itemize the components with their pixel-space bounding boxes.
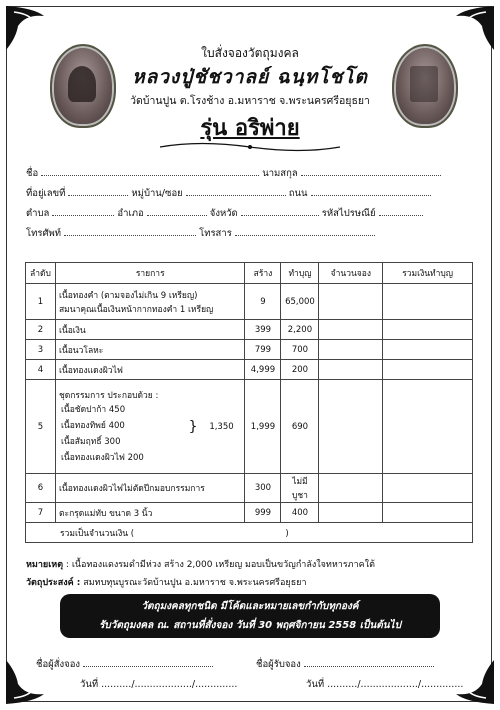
fax-label: โทรสาร xyxy=(199,228,232,239)
row-item: เนื้อทองแดงผิวไฟ xyxy=(55,360,245,380)
package-item xyxy=(61,450,189,466)
row-total-input[interactable] xyxy=(383,320,473,340)
col-header-made: สร้าง xyxy=(245,263,281,284)
orderer-row xyxy=(36,657,213,672)
monk-name: หลวงปู่ชัชวาลย์ ฉนฺทโชโต xyxy=(132,66,368,88)
banner-line2: รับวัตถุมงคล ณ. สถานที่สั่งจอง วันที่ 30 พฤศจิกายน 2558 เป็นต้นไป xyxy=(99,620,401,631)
row-no: 3 xyxy=(26,340,56,360)
col-header-qty: จำนวนจอง xyxy=(319,263,383,284)
name-label: ชื่อ xyxy=(26,168,39,179)
phone-label: โทรศัพท์ xyxy=(26,228,62,239)
package-bracket: } xyxy=(188,418,198,435)
row-item-line1: เนื้อทองคำ (ตามจองไม่เกิน 9 เหรียญ) xyxy=(58,290,198,301)
row-qty-input[interactable] xyxy=(319,284,383,320)
row-price: ไม่มีบูชา xyxy=(281,474,319,503)
receiver-date-input[interactable]: ........../.................../.............. xyxy=(327,679,464,690)
row-total-input[interactable] xyxy=(383,340,473,360)
banner-line1: วัตถุมงคลทุกชนิด มีโค้ดและหมายเลขกำกับทุกองค์ xyxy=(141,601,359,612)
receiver-input[interactable] xyxy=(304,657,434,667)
orderer-date-input[interactable]: ........../.................../.............. xyxy=(101,679,238,690)
row-made: 1,999 xyxy=(245,380,281,474)
row-item: ตะกรุดแม่ทับ ขนาด 3 นิ้ว xyxy=(55,503,245,523)
title-flourish xyxy=(150,140,350,154)
purpose-line xyxy=(26,575,307,589)
orderer-date-row xyxy=(80,677,237,692)
name-field-row xyxy=(26,166,441,181)
row-qty-input[interactable] xyxy=(319,503,383,523)
road-label: ถนน xyxy=(288,188,308,199)
order-table xyxy=(25,262,473,543)
receiver-date-row xyxy=(306,677,463,692)
surname-label: นามสกุล xyxy=(262,168,298,179)
row-price: 65,000 xyxy=(281,284,319,320)
phone-field-row xyxy=(26,226,375,241)
total-cell xyxy=(26,523,473,543)
package-item-name: เนื้อทองทิพย์ xyxy=(60,420,106,431)
row-made: 799 xyxy=(245,340,281,360)
row-no: 4 xyxy=(26,360,56,380)
row-no: 1 xyxy=(26,284,56,320)
package-item-name: เนื้อชัดปาก้า xyxy=(60,404,107,415)
total-label: รวมเป็นจำนวนเงิน xyxy=(60,528,129,539)
row-no: 6 xyxy=(26,474,56,503)
postcode-input[interactable] xyxy=(379,206,423,216)
form-title: ใบสั่งจองวัตถุมงคล xyxy=(201,46,299,60)
table-row xyxy=(26,380,473,474)
subdistrict-input[interactable] xyxy=(52,206,114,216)
address-field-row xyxy=(26,186,431,201)
row-price: 400 xyxy=(281,503,319,523)
row-total-input[interactable] xyxy=(383,284,473,320)
row-qty-input[interactable] xyxy=(319,340,383,360)
purpose-text: สมทบทุนบูรณะวัดบ้านปูน อ.มหาราช จ.พระนครศรีอยุธยา xyxy=(83,578,307,588)
name-input[interactable] xyxy=(41,166,259,176)
package-item xyxy=(61,402,189,418)
package-item-value: 300 xyxy=(104,436,121,447)
row-item: เนื้อนวโลหะ xyxy=(55,340,245,360)
row-price: 2,200 xyxy=(281,320,319,340)
row-price: 200 xyxy=(281,360,319,380)
row-no: 5 xyxy=(26,380,56,474)
row-made: 999 xyxy=(245,503,281,523)
province-label: จังหวัด xyxy=(209,208,238,219)
orderer-input[interactable] xyxy=(83,657,213,667)
remark-text: : เนื้อทองแดงรมดำมีห่วง สร้าง 2,000 เหรียญ มอบเป็นขวัญกำลังใจทหารภาคใต้ xyxy=(65,560,375,570)
row-no: 2 xyxy=(26,320,56,340)
receiver-label: ชื่อผู้รับจอง xyxy=(256,659,301,670)
row-total-input[interactable] xyxy=(383,360,473,380)
temple-address: วัดบ้านปูน ต.โรงช้าง อ.มหาราช จ.พระนครศรีอยุธยา xyxy=(130,95,370,107)
row-price: 700 xyxy=(281,340,319,360)
road-input[interactable] xyxy=(311,186,431,196)
orderer-date-label: วันที่ xyxy=(80,679,99,690)
package-item xyxy=(61,434,189,450)
col-header-item: รายการ xyxy=(55,263,245,284)
row-item: เนื้อเงิน xyxy=(55,320,245,340)
receiver-date-label: วันที่ xyxy=(306,679,325,690)
col-header-no: ลำดับ xyxy=(26,263,56,284)
col-header-price: ทำบุญ xyxy=(281,263,319,284)
table-row xyxy=(26,320,473,340)
package-item-value: 450 xyxy=(108,404,126,415)
purpose-label: วัตถุประสงค์ : xyxy=(26,578,81,588)
table-row xyxy=(26,284,473,320)
receiver-row xyxy=(256,657,434,672)
table-header-row xyxy=(26,263,473,284)
table-total-row xyxy=(26,523,473,543)
package-item-name: เนื้อทองแดงผิวไฟ xyxy=(60,452,125,463)
col-header-total: รวมเงินทำบุญ xyxy=(383,263,473,284)
row-price: 690 xyxy=(281,380,319,474)
table-row xyxy=(26,340,473,360)
address-no-label: ที่อยู่เลขที่ xyxy=(26,188,66,199)
row-item-line2: สมนาคุณเนื้อเงินหน้ากากทองคำ 1 เหรียญ xyxy=(58,304,214,315)
package-price: 1,350 xyxy=(209,421,234,432)
row-made: 4,999 xyxy=(245,360,281,380)
row-total-input[interactable] xyxy=(383,380,473,474)
subdistrict-label: ตำบล xyxy=(26,208,50,219)
row-item xyxy=(55,284,245,320)
row-made: 300 xyxy=(245,474,281,503)
fax-input[interactable] xyxy=(235,226,375,236)
district-label: อำเภอ xyxy=(117,208,144,219)
package-item-value: 200 xyxy=(127,452,144,463)
row-item: เนื้อทองแดงผิวไฟไม่ตัดปีกมอบกรรมการ xyxy=(55,474,245,503)
table-row xyxy=(26,474,473,503)
surname-input[interactable] xyxy=(301,166,441,176)
row-total-input[interactable] xyxy=(383,503,473,523)
remark-label: หมายเหตุ xyxy=(26,560,64,570)
district-field-row xyxy=(26,206,423,221)
table-row xyxy=(26,503,473,523)
row-item xyxy=(55,380,245,474)
row-qty-input[interactable] xyxy=(319,320,383,340)
total-amount-input[interactable]: ( ) xyxy=(130,528,289,539)
row-made: 399 xyxy=(245,320,281,340)
postcode-label: รหัสไปรษณีย์ xyxy=(321,208,376,219)
package-item-name: เนื้อสัมฤทธิ์ xyxy=(60,436,102,447)
remark-line xyxy=(26,557,375,571)
province-input[interactable] xyxy=(241,206,319,216)
district-input[interactable] xyxy=(147,206,207,216)
row-qty-input[interactable] xyxy=(319,360,383,380)
pickup-banner xyxy=(60,594,440,638)
row-no: 7 xyxy=(26,503,56,523)
moo-label: หมู่บ้าน/ซอย xyxy=(131,188,183,199)
phone-input[interactable] xyxy=(64,226,196,236)
package-item xyxy=(61,418,189,434)
row-made: 9 xyxy=(245,284,281,320)
package-item-value: 400 xyxy=(108,420,125,431)
package-title: ชุดกรรมการ ประกอบด้วย : xyxy=(58,390,159,401)
address-no-input[interactable] xyxy=(68,186,128,196)
moo-input[interactable] xyxy=(186,186,286,196)
row-total-input[interactable] xyxy=(383,474,473,503)
row-qty-input[interactable] xyxy=(319,380,383,474)
row-qty-input[interactable] xyxy=(319,474,383,503)
edition-name: รุ่น อริพ่าย xyxy=(200,115,300,141)
table-row xyxy=(26,360,473,380)
orderer-label: ชื่อผู้สั่งจอง xyxy=(36,659,81,670)
